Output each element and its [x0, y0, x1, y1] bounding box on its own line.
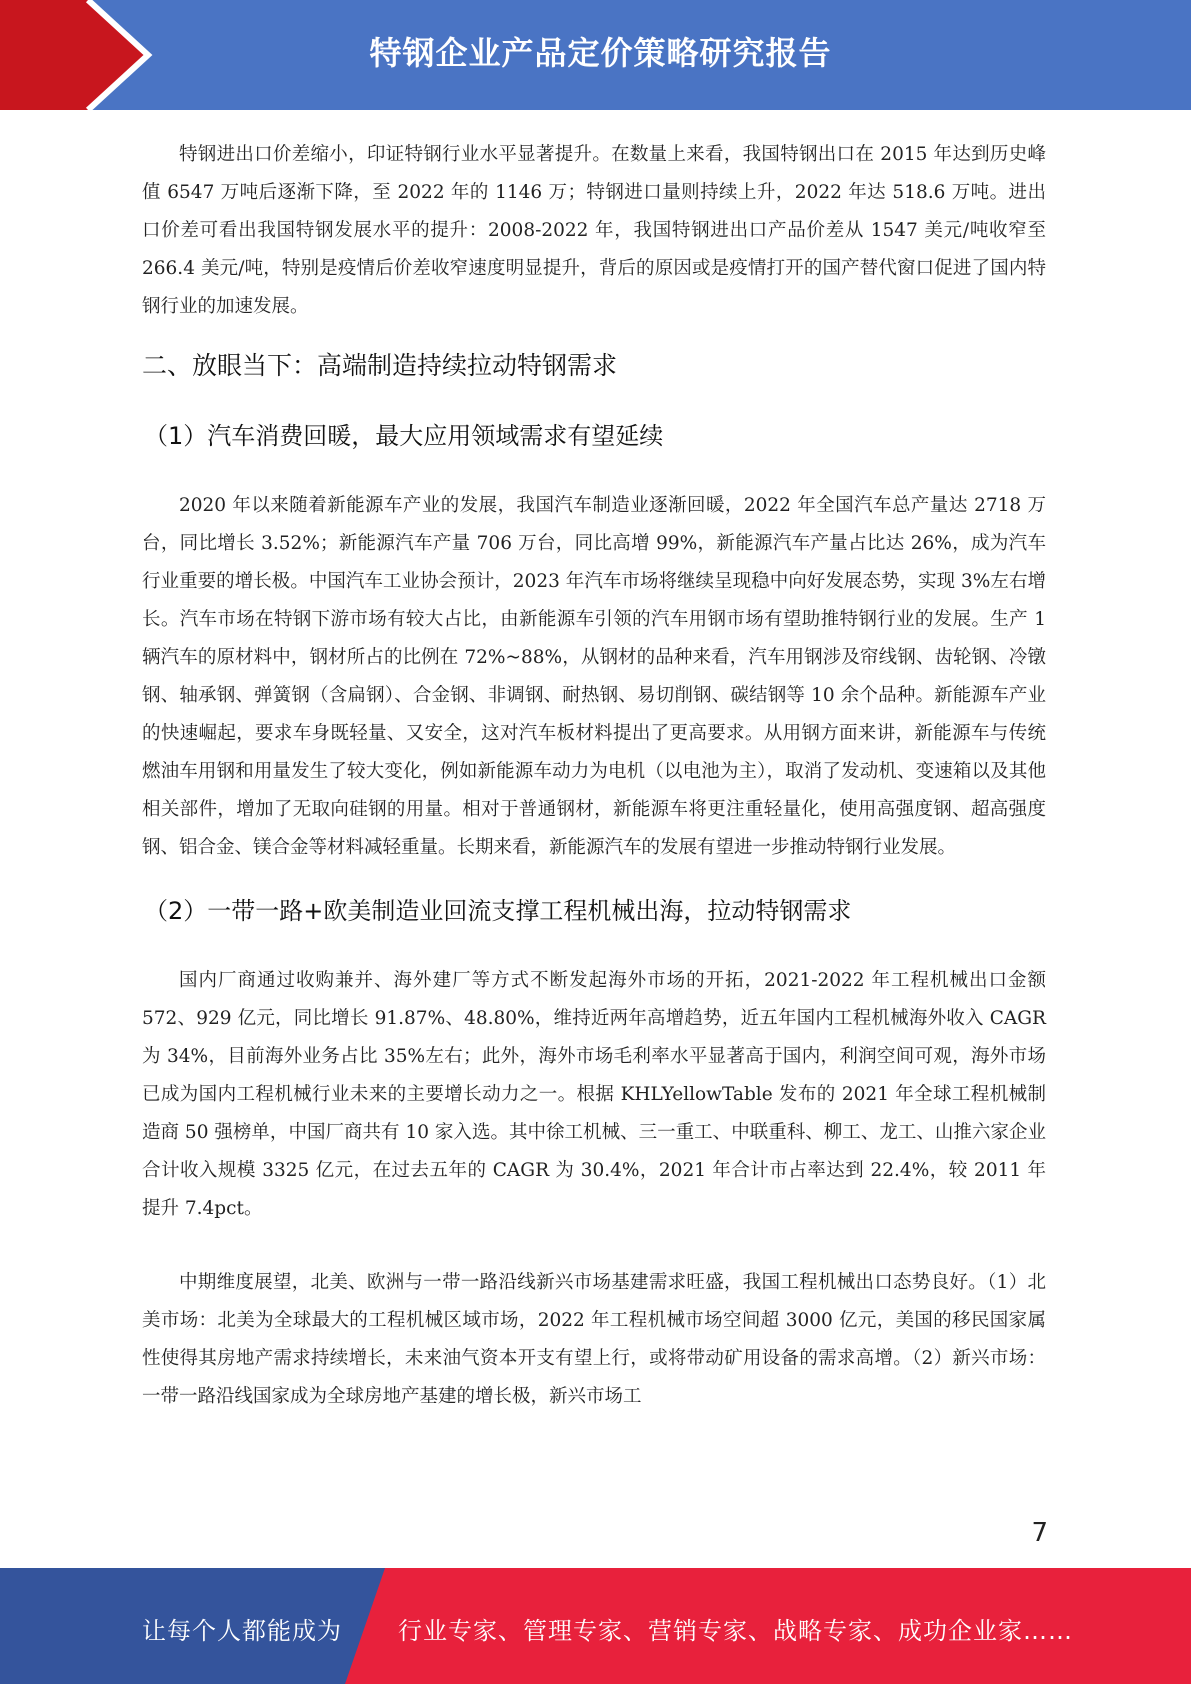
section-heading: 二、放眼当下：高端制造持续拉动特钢需求 [142, 351, 618, 380]
footer-slogan-left: 让每个人都能成为 [142, 1617, 342, 1645]
footer-slogan-right: 行业专家、管理专家、营销专家、战略专家、成功企业家…… [398, 1617, 1073, 1645]
report-title: 特钢企业产品定价策略研究报告 [369, 34, 832, 72]
paragraph-mid-term-outlook: 中期维度展望，北美、欧洲与一带一路沿线新兴市场基建需求旺盛，我国工程机械出口态势良好。（1）北美市场：北美为全球最大的工程机械区域市场，2022 年工程机械市场空间超 3000 亿元，美国的移民国家属性使得其房地产需求持续增长，未来油气资本开支有望上行，或将带动矿用设备的需求高增。（2）新兴市场：一带一路沿线国家成为全球房地产基建的增长极，新兴市场工 [142, 1272, 1046, 1407]
page-content [142, 136, 1046, 1416]
page-header [0, 0, 1191, 110]
paragraph-machinery-export: 国内厂商通过收购兼并、海外建厂等方式不断发起海外市场的开拓，2021-2022 年工程机械出口金额 572、929 亿元，同比增长 91.87%、48.80%，维持近两年高增趋势，近五年国内工程机械海外收入 CAGR 为 34%，目前海外业务占比 35%左右；此外，海外市场毛利率水平显著高于国内，利润空间可观，海外市场已成为国内工程机械行业未来的主要增长动力之一。根据 KHLYellowTable 发布的 2021 年全球工程机械制造商 50 强榜单，中国厂商共有 10 家入选。其中徐工机械、三一重工、中联重科、柳工、龙工、山推六家企业合计收入规模 3325 亿元，在过去五年的 CAGR 为 30.4%，2021 年合计市占率达到 22.4%，较 2011 年提升 7.4pct。 [142, 970, 1046, 1219]
subsection-heading-auto: （1）汽车消费回暖，最大应用领域需求有望延续 [144, 422, 664, 450]
paragraph-import-export-spread: 特钢进出口价差缩小，印证特钢行业水平显著提升。在数量上来看，我国特钢出口在 2015 年达到历史峰值 6547 万吨后逐渐下降，至 2022 年的 1146 万；特钢进口量则持续上升，2022 年达 518.6 万吨。进出口价差可看出我国特钢发展水平的提升：2008-2022 年，我国特钢进出口产品价差从 1547 美元/吨收窄至 266.4 美元/吨，特别是疫情后价差收窄速度明显提升，背后的原因或是疫情打开的国产替代窗口促进了国内特钢行业的加速发展。 [142, 144, 1046, 317]
page-footer [0, 1568, 1191, 1684]
paragraph-auto-industry: 2020 年以来随着新能源车产业的发展，我国汽车制造业逐渐回暖，2022 年全国汽车总产量达 2718 万台，同比增长 3.52%；新能源汽车产量 706 万台，同比高增 99%，新能源汽车产量占比达 26%，成为汽车行业重要的增长极。中国汽车工业协会预计，2023 年汽车市场将继续呈现稳中向好发展态势，实现 3%左右增长。汽车市场在特钢下游市场有较大占比，由新能源车引领的汽车用钢市场有望助推特钢行业的发展。生产 1 辆汽车的原材料中，钢材所占的比例在 72%~88%，从钢材的品种来看，汽车用钢涉及帘线钢、齿轮钢、冷镦钢、轴承钢、弹簧钢（含扁钢）、合金钢、非调钢、耐热钢、易切削钢、碳结钢等 10 余个品种。新能源车产业的快速崛起，要求车身既轻量、又安全，这对汽车板材料提出了更高要求。从用钢方面来讲，新能源车与传统燃油车用钢和用量发生了较大变化，例如新能源车动力为电机（以电池为主），取消了发动机、变速箱以及其他相关部件，增加了无取向硅钢的用量。相对于普通钢材，新能源车将更注重轻量化，使用高强度钢、超高强度钢、铝合金、镁合金等材料减轻重量。长期来看，新能源汽车的发展有望进一步推动特钢行业发展。 [142, 495, 1046, 858]
subsection-heading-machinery: （2）一带一路+欧美制造业回流支撑工程机械出海，拉动特钢需求 [144, 897, 852, 925]
page-number: 7 [1031, 1518, 1048, 1548]
